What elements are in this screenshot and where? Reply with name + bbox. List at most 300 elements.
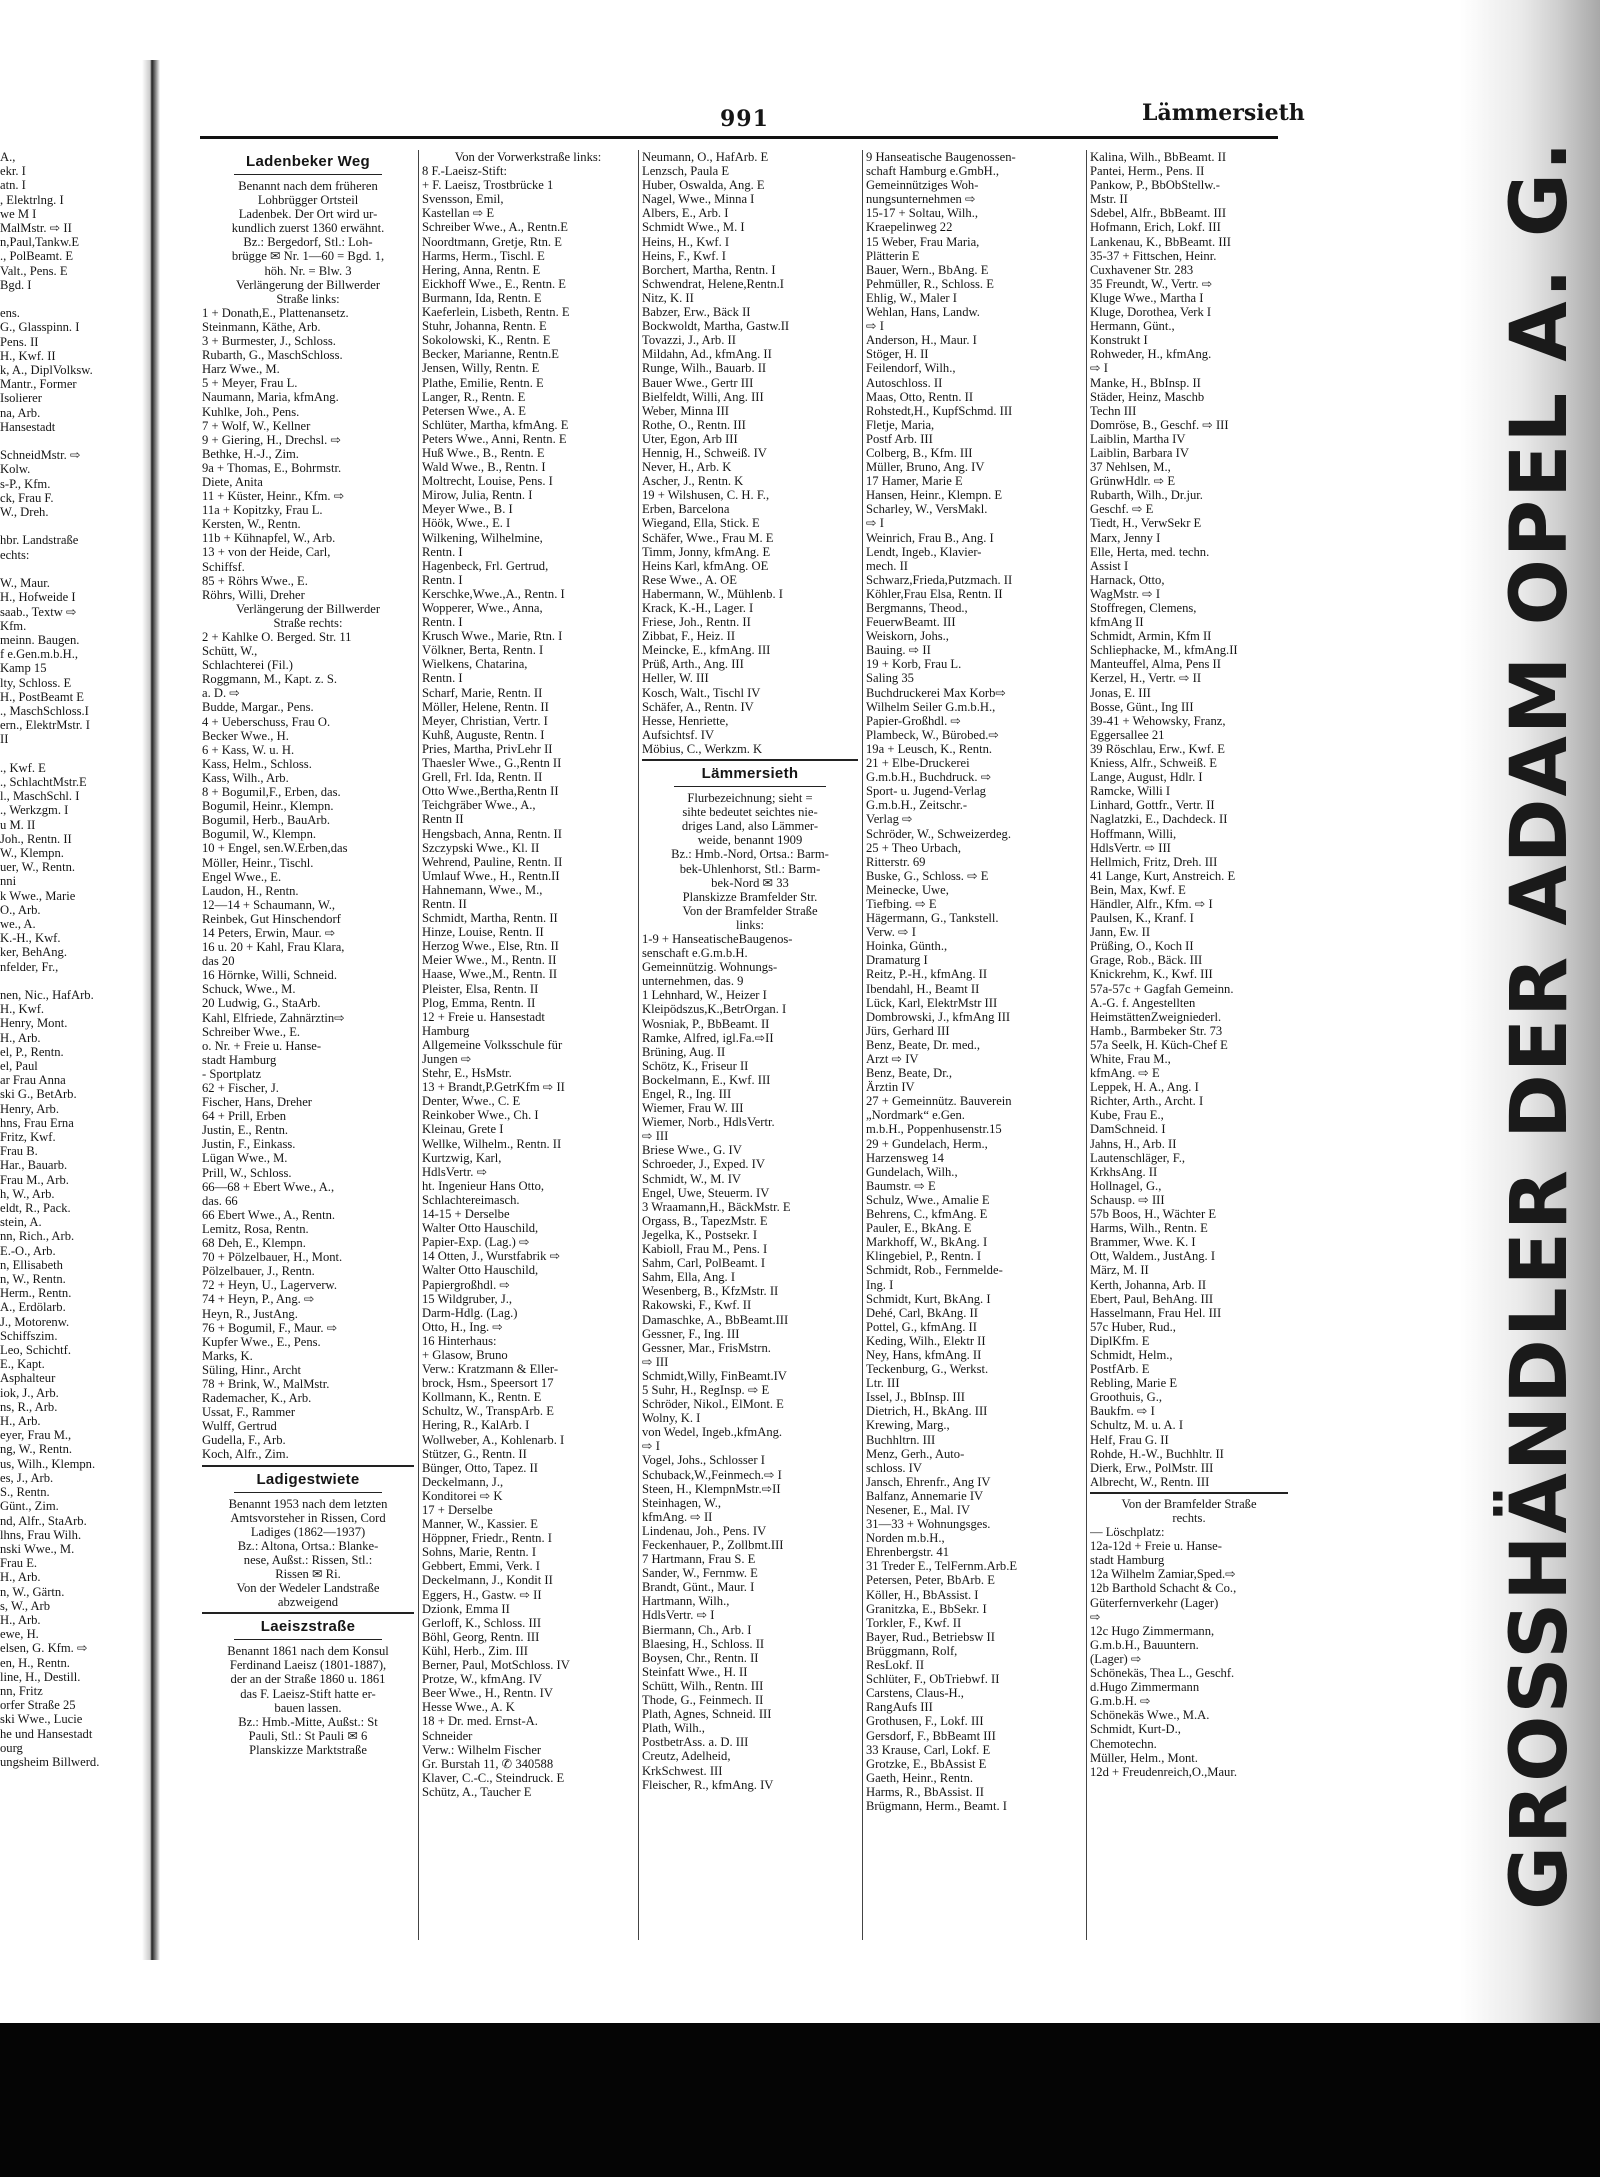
resident-entry: Schütz, A., Taucher E [422, 1784, 532, 1799]
resident-entry: Harzensweg 14 [866, 1150, 944, 1165]
left-page-line: saab., Textw ⇨ [0, 604, 77, 619]
street-note: Pauli, Stl.: St Pauli ✉ 6 [248, 1728, 368, 1743]
left-page-line: es, J., Arb. [0, 1470, 54, 1485]
resident-entry: Brüning, Aug. II [642, 1044, 726, 1059]
resident-entry: Naumann, Maria, kfmAng. [202, 390, 339, 405]
street-note: driges Land, also Lämmer- [681, 819, 819, 834]
resident-entry: Kabioll, Frau M., Pens. I [642, 1242, 768, 1257]
resident-entry: Hägermann, G., Tankstell. [866, 911, 999, 926]
resident-entry: Jegelka, K., Postsekr. I [642, 1227, 758, 1242]
resident-entry: Dzionk, Emma II [422, 1601, 510, 1616]
left-page-line: W., Klempn. [0, 845, 64, 860]
resident-entry: Mstr. II [1090, 192, 1128, 207]
street-note: links: [736, 917, 764, 932]
resident-entry: 20 Ludwig, G., StaArb. [202, 996, 321, 1011]
resident-entry: Heyn, R., JustAng. [202, 1306, 298, 1321]
resident-entry: Schmidt, Martha, Rentn. II [422, 911, 558, 926]
resident-entry: Roggmann, M., Kapt. z. S. [202, 672, 338, 687]
left-page-line: ourg [0, 1740, 23, 1755]
resident-entry: Scharley, W., VersMakl. [866, 502, 988, 517]
resident-entry: 2 + Kahlke O. Berged. Str. 11 [202, 630, 352, 644]
left-page-line: ., MaschSchloss.I [0, 703, 89, 718]
resident-entry: Kleinau, Grete I [422, 1122, 504, 1137]
resident-entry: 15-17 + Soltau, Wilh., [866, 206, 979, 221]
resident-entry: Kass, Helm., Schloss. [202, 756, 312, 771]
street-note: Ladiges (1862—1937) [250, 1524, 366, 1539]
resident-entry: von Wedel, Ingeb.,kfmAng. [642, 1425, 783, 1440]
resident-entry: Schlüter, Martha, kfmAng. E [422, 417, 569, 432]
resident-entry: Wosniak, P., BbBeamt. II [642, 1016, 770, 1031]
left-page-line: l., MaschSchl. I [0, 789, 80, 804]
resident-entry: Dehé, Carl, BkAng. II [866, 1305, 978, 1320]
left-page-line: n, W., Gärtn. [0, 1584, 65, 1599]
resident-entry: 3 Wraamann,H., BäckMstr. E [642, 1199, 791, 1214]
resident-entry: Borchert, Martha, Rentn. I [642, 262, 776, 277]
resident-entry: Albrecht, W., Rentn. III [1090, 1474, 1210, 1489]
resident-entry: Becker Wwe., H. [202, 728, 289, 743]
resident-entry: Keding, Wilh., Elektr II [866, 1333, 986, 1348]
resident-entry: Schmidt, Kurt, BkAng. I [866, 1291, 991, 1306]
left-page-line: uer, W., Rentn. [0, 860, 76, 875]
left-page-line: Schiffszim. [0, 1328, 58, 1343]
resident-entry: Buchdruckerei Max Korb⇨ [866, 685, 1006, 700]
resident-entry: Schmidt, Rob., Fernmelde- [866, 1263, 1003, 1278]
resident-entry: Klingebiel, P., Rentn. I [866, 1249, 982, 1264]
resident-entry: nungsunternehmen ⇨ [866, 192, 976, 207]
resident-entry: Hansen, Heinr., Klempn. E [866, 488, 1003, 503]
resident-entry: PostbetrAss. a. D. III [642, 1735, 749, 1750]
resident-entry: 66 Ebert Wwe., A., Rentn. [202, 1207, 336, 1222]
resident-entry: Engel, Uwe, Steuerm. IV [642, 1185, 770, 1200]
resident-entry: Kube, Frau E., [1090, 1108, 1164, 1123]
resident-entry: Bein, Max, Kwf. E [1090, 882, 1186, 897]
resident-entry: Sport- u. Jugend-Verlag [866, 784, 986, 799]
left-page-line [0, 562, 156, 576]
resident-entry: Hesse, Henriette, [642, 713, 729, 728]
resident-entry: Deckelmann, J., Kondit II [422, 1573, 553, 1588]
resident-entry: Nitz, K. II [642, 290, 694, 305]
resident-entry: Verlag ⇨ [866, 812, 913, 827]
resident-entry: Lemitz, Rosa, Rentn. [202, 1221, 309, 1236]
left-page-line: H., Arb. [0, 1612, 41, 1627]
left-page-line: Joh., Rentn. II [0, 831, 72, 846]
left-page-line: H., Arb. [0, 1414, 41, 1429]
left-page-line: atn. I [0, 178, 26, 193]
left-page-line: ski G., BetArb. [0, 1087, 77, 1102]
resident-entry: Teichgräber Wwe., A., [422, 798, 536, 813]
resident-entry: Kurtzwig, Karl, [422, 1150, 502, 1165]
resident-entry: Gessner, Mar., FrisMstrn. [642, 1340, 771, 1355]
left-page-line: W., Dreh. [0, 505, 49, 520]
left-page-line: f e.Gen.m.b.H., [0, 647, 78, 662]
resident-entry: Rohstedt,H., KupfSchmd. III [866, 403, 1013, 418]
resident-entry: 25 + Theo Urbach, [866, 840, 962, 855]
resident-entry: Wulff, Gertrud [202, 1419, 277, 1434]
resident-entry: Engel, R., Ing. III [642, 1087, 732, 1101]
street-note: Von der Bramfelder Straße [682, 903, 818, 918]
resident-entry: Arzt ⇨ IV [866, 1052, 919, 1066]
resident-entry: Fletje, Maria, [866, 417, 935, 432]
resident-entry: Rese Wwe., A. OE [642, 572, 737, 587]
resident-entry: Torkler, F., Kwf. II [866, 1615, 962, 1630]
resident-entry: Lenzsch, Paula E [642, 164, 730, 179]
resident-entry: senschaft e.G.m.b.H. [642, 946, 748, 961]
left-page-line: , Elektrlng. I [0, 192, 64, 207]
resident-entry: Pauler, E., BkAng. E [866, 1221, 972, 1236]
resident-entry: Gundelach, Wilh., [866, 1164, 958, 1179]
resident-entry: Wiemer, Frau W. III [642, 1101, 744, 1116]
left-page-line: nni [0, 874, 17, 889]
resident-entry: Behrens, C., kfmAng. E [866, 1207, 988, 1222]
left-page-line: Günt., Zim. [0, 1499, 59, 1514]
street-note: kundlich zuerst 1360 erwähnt. [231, 221, 385, 236]
resident-entry: Wellke, Wilhelm., Rentn. II [422, 1136, 562, 1151]
resident-entry: Schmidt Wwe., M. I [642, 220, 745, 235]
resident-entry: Wielkens, Chatarina, [422, 657, 528, 672]
resident-entry: Verw.: Kratzmann & Eller- [422, 1362, 559, 1377]
resident-entry: Gessner, F., Ing. III [642, 1326, 740, 1341]
resident-entry: Brandt, Günt., Maur. I [642, 1580, 755, 1595]
resident-entry: PostfArb. E [1090, 1362, 1150, 1377]
resident-entry: Lügan Wwe., M. [202, 1151, 288, 1166]
resident-entry: Brügmann, Herm., Beamt. I [866, 1798, 1007, 1813]
left-page-line: ., Kwf. E [0, 760, 46, 775]
resident-entry: stadt Hamburg [1090, 1553, 1165, 1568]
resident-entry: Laiblin, Barbara IV [1090, 445, 1189, 460]
street-note: rechts. [1172, 1511, 1206, 1525]
resident-entry: Harms, R., BbAssist. II [866, 1784, 984, 1799]
resident-entry: Stoffregen, Clemens, [1090, 601, 1197, 615]
left-page-line: us, Wilh., Klempn. [0, 1456, 96, 1471]
resident-entry: Jann, Ew. II [1090, 925, 1151, 940]
resident-entry: Gebbert, Emmi, Verk. I [422, 1559, 540, 1574]
resident-entry: Manteuffel, Alma, Pens II [1090, 657, 1221, 672]
resident-entry: Tovazzi, J., Arb. II [642, 333, 736, 348]
left-page-line: SchneidMstr. ⇨ [0, 448, 81, 463]
column-divider [418, 150, 419, 1940]
resident-entry: Briese Wwe., G. IV [642, 1143, 742, 1158]
resident-entry: 70 + Pölzelbauer, H., Mont. [202, 1250, 343, 1265]
resident-entry: Verw. ⇨ I [866, 925, 916, 940]
resident-entry: o. Nr. + Freie u. Hanse- [202, 1038, 322, 1053]
resident-entry: Krack, K.-H., Lager. I [642, 601, 754, 615]
resident-entry: Meincke, E., kfmAng. III [642, 643, 771, 658]
resident-entry: Ibendahl, H., Beamt II [866, 981, 980, 996]
resident-entry: Prill, W., Schloss. [202, 1165, 292, 1180]
resident-entry: Leppek, H. A., Ang. I [1090, 1080, 1199, 1095]
resident-entry: Rentn. I [422, 572, 463, 587]
left-page-line: Frau E. [0, 1556, 38, 1571]
resident-entry: Wilhelm Seiler G.m.b.H., [866, 699, 996, 714]
resident-entry: Bockwoldt, Martha, Gastw.II [642, 319, 790, 334]
resident-entry: 12d + Freudenreich,O.,Maur. [1090, 1764, 1237, 1779]
street-note: Von der Vorwerkstraße links: [454, 150, 602, 164]
resident-entry: Techn III [1090, 403, 1137, 418]
resident-entry: Wolny, K. I [642, 1411, 701, 1426]
resident-entry: ⇨ III [642, 1129, 669, 1144]
resident-entry: 7 Hartmann, Frau S. E [642, 1552, 756, 1567]
column-divider [638, 150, 639, 1940]
resident-entry: 9 Hanseatische Baugenossen- [866, 150, 1016, 164]
book-gutter [142, 60, 160, 1960]
street-note: der an der Straße 1860 u. 1861 [230, 1672, 386, 1687]
resident-entry: Reitz, P.-H., kfmAng. II [866, 967, 988, 982]
resident-entry: Cuxhavener Str. 283 [1090, 262, 1194, 277]
left-page-line: ck, Frau F. [0, 490, 54, 505]
resident-entry: Papier-Großhdl. ⇨ [866, 713, 961, 728]
resident-entry: Laiblin, Martha IV [1090, 431, 1186, 446]
resident-entry: Lautenschläger, F., [1090, 1150, 1186, 1165]
left-page-line: ens. [0, 306, 20, 321]
left-page-line: Kolw. [0, 462, 31, 477]
resident-entry: Pehmüller, R., Schloss. E [866, 276, 994, 291]
resident-entry: Mirow, Julia, Rentn. I [422, 488, 533, 503]
resident-entry: Moltrecht, Louise, Pens. I [422, 474, 553, 489]
resident-entry: Markhoff, W., BkAng. I [866, 1235, 988, 1250]
left-page-line: ungsheim Billwerd. [0, 1754, 100, 1769]
resident-entry: Elle, Herta, med. techn. [1090, 544, 1210, 559]
resident-entry: Süling, Hinr., Archt [202, 1362, 302, 1377]
left-page-line: meinn. Baugen. [0, 632, 80, 647]
resident-entry: Hamb., Barmbeker Str. 73 [1090, 1023, 1223, 1038]
resident-entry: ⇨ III [642, 1354, 669, 1369]
street-heading: Ladenbeker Weg [202, 152, 414, 175]
left-page-line: nd, Alfr., StaArb. [0, 1513, 87, 1528]
resident-entry: Rentn. I [422, 671, 463, 686]
resident-entry: Hennig, H., Schweiß. IV [642, 445, 767, 460]
resident-entry: Benz, Beate, Dr., [866, 1066, 953, 1081]
resident-entry: Reinkober Wwe., Ch. I [422, 1108, 539, 1123]
left-page-line: lty, Schloss. E [0, 675, 72, 690]
resident-entry: Wehlan, Hans, Landw. [866, 305, 980, 320]
resident-entry: Händler, Alfr., Kfm. ⇨ I [1090, 896, 1213, 911]
resident-entry: Pankow, P., BbObStellw.- [1090, 178, 1220, 193]
resident-entry: Köhler,Frau Elsa, Rentn. II [866, 586, 1003, 601]
resident-entry: 12b Barthold Schacht & Co., [1090, 1581, 1237, 1596]
resident-entry: G.m.b.H., Zeitschr.- [866, 798, 968, 813]
resident-entry: Saling 35 [866, 671, 914, 686]
resident-entry: Aufsichtsf. IV [642, 727, 715, 742]
resident-entry: Röhrs, Willi, Dreher [202, 587, 305, 602]
resident-entry: Weber, Minna III [642, 403, 729, 418]
resident-entry: Jansch, Ehrenfr., Ang IV [866, 1474, 991, 1489]
resident-entry: 12 + Freie u. Hansestadt [422, 1009, 545, 1024]
resident-entry: Domröse, B., Geschf. ⇨ III [1090, 417, 1229, 432]
left-page-line: ng, W., Rentn. [0, 1442, 73, 1457]
resident-entry: Schroeder, J., Exped. IV [642, 1157, 765, 1172]
left-page-line: lhns, Frau Wilh. [0, 1527, 82, 1542]
resident-entry: kfmAng II [1090, 615, 1144, 630]
resident-entry: Schlachtereimasch. [422, 1192, 520, 1207]
directory-column-4 [866, 150, 1082, 1940]
resident-entry: Issel, J., BbInsp. III [866, 1390, 965, 1405]
resident-entry: 57a Seelk, H. Küch-Chef E [1090, 1037, 1228, 1052]
resident-entry: Kosch, Walt., Tischl IV [642, 685, 761, 700]
resident-entry: 1 Lehnhard, W., Heizer I [642, 988, 767, 1003]
resident-entry: Carstens, Claus-H., [866, 1686, 964, 1701]
resident-entry: März, M. II [1090, 1263, 1149, 1278]
resident-entry: 11 + Küster, Heinr., Kfm. ⇨ [202, 489, 345, 504]
section-divider [202, 1612, 414, 1614]
resident-entry: das. 66 [202, 1193, 238, 1208]
resident-entry: Paulsen, K., Kranf. I [1090, 911, 1194, 926]
resident-entry: Steen, H., KlempnMstr.⇨II [642, 1481, 781, 1496]
resident-entry: Schreiber Wwe., E. [202, 1024, 301, 1039]
left-page-line: line, H., Destill. [0, 1669, 81, 1684]
resident-entry: Bielfeldt, Willi, Ang. III [642, 389, 764, 404]
resident-entry: 19 + Korb, Frau L. [866, 657, 962, 672]
resident-entry: 4 + Ueberschuss, Frau O. [202, 714, 331, 729]
resident-entry: Knickrehm, K., Kwf. III [1090, 967, 1213, 982]
left-page-line [0, 519, 156, 533]
street-note: Benannt 1861 nach dem Konsul [227, 1644, 389, 1659]
resident-entry: kfmAng. ⇨ E [1090, 1066, 1160, 1081]
resident-entry: G.m.b.H. ⇨ [1090, 1694, 1151, 1709]
resident-entry: Schultz, W., TranspArb. E [422, 1404, 554, 1419]
left-page-line: orfer Straße 25 [0, 1698, 76, 1713]
resident-entry: Hofmann, Erich, Lokf. III [1090, 220, 1221, 235]
resident-entry: Budde, Margar., Pens. [202, 700, 314, 715]
resident-entry: Harnack, Otto, [1090, 572, 1165, 587]
resident-entry: Ebert, Paul, BehAng. III [1090, 1291, 1214, 1306]
left-page-line: H., Kwf. [0, 1002, 45, 1017]
resident-entry: 85 + Röhrs Wwe., E. [202, 573, 308, 588]
resident-entry: Lück, Karl, ElektrMstr III [866, 995, 998, 1010]
resident-entry: Städer, Heinz, Maschb [1090, 389, 1205, 404]
resident-entry: Höök, Wwe., E. I [422, 516, 511, 531]
left-page-line: nski Wwe., M. [0, 1541, 75, 1556]
resident-entry: Bauer, Wern., BbAng. E [866, 262, 989, 277]
resident-entry: Baukfm. ⇨ I [1090, 1404, 1155, 1419]
resident-entry: Rohde, H.-W., Buchhltr. II [1090, 1446, 1224, 1461]
left-page-line: Henry, Arb. [0, 1101, 59, 1116]
resident-entry: Brammer, Wwe. K. I [1090, 1235, 1196, 1250]
resident-entry: Orgass, B., TapezMstr. E [642, 1213, 768, 1228]
resident-entry: Teckenburg, G., Werkst. [866, 1362, 989, 1377]
resident-entry: Colberg, B., Kfm. III [866, 445, 973, 460]
left-page-line: A., Erdölarb. [0, 1300, 66, 1315]
resident-entry: Scharf, Marie, Rentn. II [422, 685, 543, 700]
street-note: Bz.: Hmb.-Mitte, Außst.: St [238, 1714, 378, 1729]
left-page-line: Kfm. [0, 618, 27, 633]
resident-entry: DamSchneid. I [1090, 1122, 1166, 1137]
resident-entry: Ney, Hans, kfmAng. II [866, 1347, 982, 1362]
resident-entry: Tiefbing. ⇨ E [866, 896, 937, 911]
left-page-line: G., Glasspinn. I [0, 320, 80, 335]
resident-entry: Kupfer Wwe., E., Pens. [202, 1334, 321, 1349]
resident-entry: d.Hugo Zimmermann [1090, 1680, 1200, 1695]
left-page-line: Bgd. I [0, 277, 32, 292]
resident-entry: Hahnemann, Wwe., M., [422, 882, 543, 897]
directory-column-1 [202, 150, 414, 1940]
resident-entry: 16 Hinterhaus: [422, 1333, 497, 1348]
resident-entry: RangAufs III [866, 1700, 933, 1715]
resident-entry: „Nordmark“ e.Gen. [866, 1108, 965, 1123]
resident-entry: 74 + Heyn, P., Ang. ⇨ [202, 1292, 315, 1307]
resident-entry: Dierk, Erw., PolMstr. III [1090, 1460, 1214, 1475]
resident-entry: Wollweber, A., Kohlenarb. I [422, 1432, 565, 1447]
resident-entry: Zibbat, F., Heiz. II [642, 629, 736, 644]
resident-entry: Kerschke,Wwe.,A., Rentn. I [422, 586, 565, 601]
resident-entry: Böhl, Georg, Rentn. III [422, 1629, 540, 1644]
left-page-line: E.-O., Arb. [0, 1243, 56, 1258]
street-note: brügge ✉ Nr. 1—60 = Bgd. 1, [231, 249, 385, 264]
street-note: Amtsvorsteher in Rissen, Cord [230, 1510, 386, 1525]
resident-entry: Kuhß, Auguste, Rentn. I [422, 727, 545, 742]
section-divider [202, 1465, 414, 1467]
resident-entry: Timm, Jonny, kfmAng. E [642, 544, 771, 559]
resident-entry: Rentn. I [422, 615, 463, 630]
resident-entry: Kass, Wilh., Arb. [202, 770, 289, 785]
resident-entry: Denter, Wwe., C. E [422, 1094, 521, 1109]
resident-entry: Plog, Emma, Rentn. II [422, 995, 536, 1010]
resident-entry: Plathe, Emilie, Rentn. E [422, 375, 544, 390]
left-page-line: ski Wwe., Lucie [0, 1712, 83, 1727]
left-page-line: Asphalteur [0, 1371, 56, 1386]
resident-entry: Ing. I [866, 1277, 894, 1292]
resident-entry: Prüßing, O., Koch II [1090, 939, 1194, 954]
left-page-line: k, A., DiplVolksw. [0, 363, 93, 378]
resident-entry: Buske, G., Schloss. ⇨ E [866, 868, 989, 883]
left-page-line: ., SchlachtMstr.E [0, 774, 87, 789]
resident-entry: Hartmann, Wilh., [642, 1594, 730, 1609]
resident-entry: 21 + Elbe-Druckerei [866, 756, 970, 771]
resident-entry: Wehrend, Pauline, Rentn. II [422, 854, 563, 869]
left-page-line: ker, BehAng. [0, 945, 67, 960]
resident-entry: kfmAng. ⇨ II [642, 1509, 713, 1524]
resident-entry: Nesener, E., Mal. IV [866, 1503, 971, 1517]
resident-entry: Petersen Wwe., A. E [422, 403, 526, 418]
resident-entry: ⇨ I [866, 516, 884, 531]
resident-entry: HdlsVertr. ⇨ I [642, 1608, 715, 1623]
resident-entry: Bayer, Rud., Betriebsw II [866, 1629, 995, 1644]
resident-entry: ⇨ [1090, 1609, 1101, 1624]
resident-entry: Heins Karl, kfmAng. OE [642, 558, 769, 573]
resident-entry: Möller, Helene, Rentn. II [422, 699, 549, 714]
resident-entry: Hollnagel, G., [1090, 1178, 1162, 1193]
resident-entry: Ärztin IV [866, 1080, 915, 1095]
resident-entry: Mildahn, Ad., kfmAng. II [642, 347, 772, 362]
left-page-line [0, 747, 156, 761]
resident-entry: Gersdorf, F., BbBeamt III [866, 1728, 996, 1743]
left-page-line: S., Rentn. [0, 1485, 50, 1500]
left-page-line: H., Hofweide I [0, 590, 76, 605]
resident-entry: Sohns, Marie, Rentn. I [422, 1545, 537, 1560]
resident-entry: Berner, Paul, MotSchloss. IV [422, 1658, 570, 1673]
resident-entry: 35 Freundt, W., Vertr. ⇨ [1090, 276, 1213, 291]
resident-entry: Beer Wwe., H., Rentn. IV [422, 1686, 553, 1701]
resident-entry: Buchhltrn. III [866, 1432, 936, 1447]
resident-entry: Lendt, Ingeb., Klavier- [866, 544, 982, 559]
resident-entry: 7 + Wolf, W., Kellner [202, 418, 311, 433]
resident-entry: Stehr, E., HsMstr. [422, 1066, 512, 1081]
street-note: Verlängerung der Billwerder [235, 601, 381, 616]
resident-entry: Allgemeine Volksschule für [422, 1037, 563, 1052]
resident-entry: Reinbek, Gut Hinschendorf [202, 911, 341, 926]
left-page-line [0, 974, 156, 988]
resident-entry: 17 Hamer, Marie E [866, 474, 963, 489]
resident-entry: Pantei, Herm., Pens. II [1090, 164, 1205, 179]
resident-entry: Pottel, G., kfmAng. II [866, 1319, 977, 1334]
street-note: nese, Außst.: Rissen, Stl.: [243, 1552, 373, 1567]
resident-entry: Ramcke, Willi I [1090, 784, 1171, 799]
resident-entry: Walter Otto Hauschild, [422, 1263, 539, 1278]
resident-entry: 78 + Brink, W., MalMstr. [202, 1376, 330, 1391]
left-page-line: he und Hansestadt [0, 1726, 93, 1741]
resident-entry: Schlüter, F., ObTriebwf. II [866, 1672, 1000, 1687]
directory-column-5 [1090, 150, 1288, 1940]
resident-entry: Völkner, Berta, Rentn. I [422, 643, 544, 658]
